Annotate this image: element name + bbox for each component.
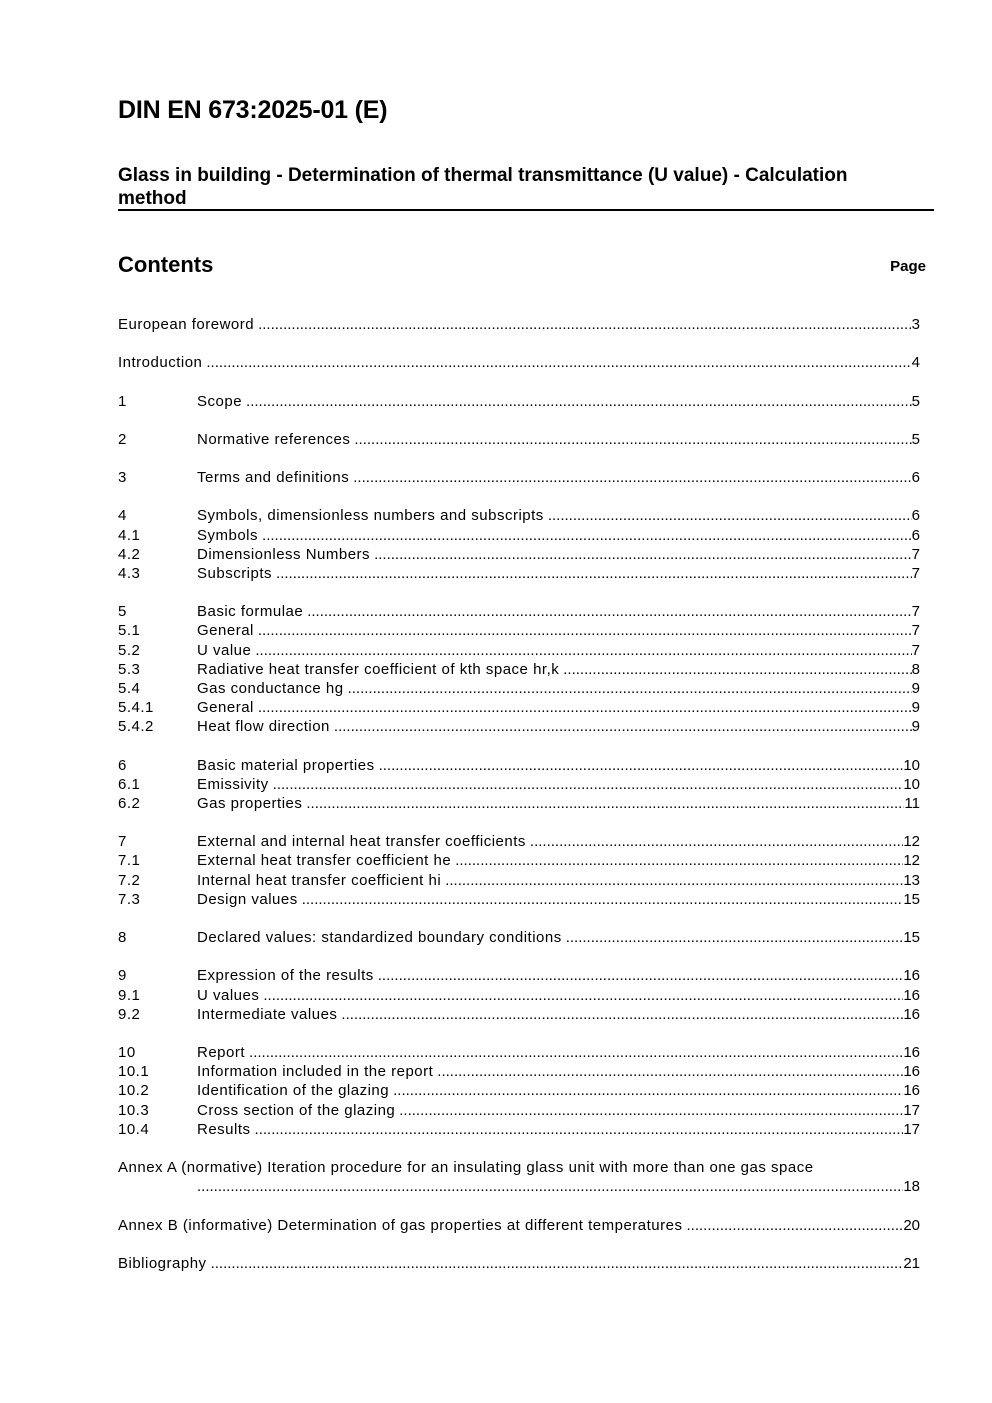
toc-entry[interactable]: 10 Report ..... 16 [118, 1043, 920, 1062]
toc-entry[interactable]: 4.1 Symbols ..... 6 [118, 526, 920, 545]
toc-entry[interactable]: 8 Declared values: standardized boundary conditions ..... 15 [118, 928, 920, 947]
toc-entry-bibliography[interactable]: Bibliography ..... 21 [118, 1254, 920, 1273]
toc-entry[interactable]: 10.3 Cross section of the glazing ..... 17 [118, 1101, 920, 1120]
toc-entry[interactable]: 4 Symbols, dimensionless numbers and subscripts ..... 6 [118, 506, 920, 525]
contents-heading: Contents [118, 252, 214, 277]
toc-entry[interactable]: 9.2 Intermediate values ..... 16 [118, 1005, 920, 1024]
toc-entry-foreword[interactable]: European foreword ..... 3 [118, 315, 920, 334]
toc-entry[interactable]: 7.2 Internal heat transfer coefficient hi ..... 13 [118, 871, 920, 890]
toc-entry[interactable]: 5.2 U value ..... 7 [118, 641, 920, 660]
toc-entry[interactable]: 7 External and internal heat transfer coefficients ..... 12 [118, 832, 920, 851]
toc-entry-annex-a-continuation[interactable]: ..... 18 [197, 1177, 920, 1196]
toc-entry[interactable]: 3 Terms and definitions ..... 6 [118, 468, 920, 487]
toc-entry[interactable]: 5.4.2 Heat flow direction ..... 9 [118, 717, 920, 736]
toc-entry[interactable]: 6.1 Emissivity ..... 10 [118, 775, 920, 794]
toc-entry[interactable]: 5.4 Gas conductance hg ..... 9 [118, 679, 920, 698]
toc-entry[interactable]: 10.4 Results ..... 17 [118, 1120, 920, 1139]
toc-entry[interactable]: 6.2 Gas properties ..... 11 [118, 794, 920, 813]
toc-entry[interactable]: 9.1 U values ..... 16 [118, 986, 920, 1005]
toc-entry[interactable]: 5.1 General ..... 7 [118, 621, 920, 640]
toc-entry-annex-a[interactable]: Annex A (normative) Iteration procedure for an insulating glass unit with more than one gas space [118, 1159, 814, 1176]
toc-entry[interactable]: 10.1 Information included in the report ..... 16 [118, 1062, 920, 1081]
page-column-heading: Page [890, 258, 926, 275]
document-id: DIN EN 673:2025-01 (E) [118, 96, 388, 124]
toc-entry[interactable]: 5.3 Radiative heat transfer coefficient of kth space hr,k ..... 8 [118, 660, 920, 679]
toc-entry[interactable]: 4.3 Subscripts ..... 7 [118, 564, 920, 583]
document-title: Glass in building - Determination of thermal transmittance (U value) - Calculation method [118, 165, 848, 209]
toc-entry[interactable]: 4.2 Dimensionless Numbers ..... 7 [118, 545, 920, 564]
title-divider [118, 209, 934, 211]
toc-entry[interactable]: 6 Basic material properties ..... 10 [118, 756, 920, 775]
toc-entry[interactable]: 1 Scope ..... 5 [118, 392, 920, 411]
toc-entry[interactable]: 7.3 Design values ..... 15 [118, 890, 920, 909]
toc-entry[interactable]: 5 Basic formulae ..... 7 [118, 602, 920, 621]
toc-entry[interactable]: 2 Normative references ..... 5 [118, 430, 920, 449]
toc-entry[interactable]: 7.1 External heat transfer coefficient he ..... 12 [118, 851, 920, 870]
toc-entry[interactable]: 5.4.1 General ..... 9 [118, 698, 920, 717]
toc-entry[interactable]: 9 Expression of the results ..... 16 [118, 966, 920, 985]
toc-entry-annex-b[interactable]: Annex B (informative) Determination of gas properties at different temperatures ..... 20 [118, 1216, 920, 1235]
toc-entry[interactable]: 10.2 Identification of the glazing ..... 16 [118, 1081, 920, 1100]
toc-entry-introduction[interactable]: Introduction ..... 4 [118, 353, 920, 372]
